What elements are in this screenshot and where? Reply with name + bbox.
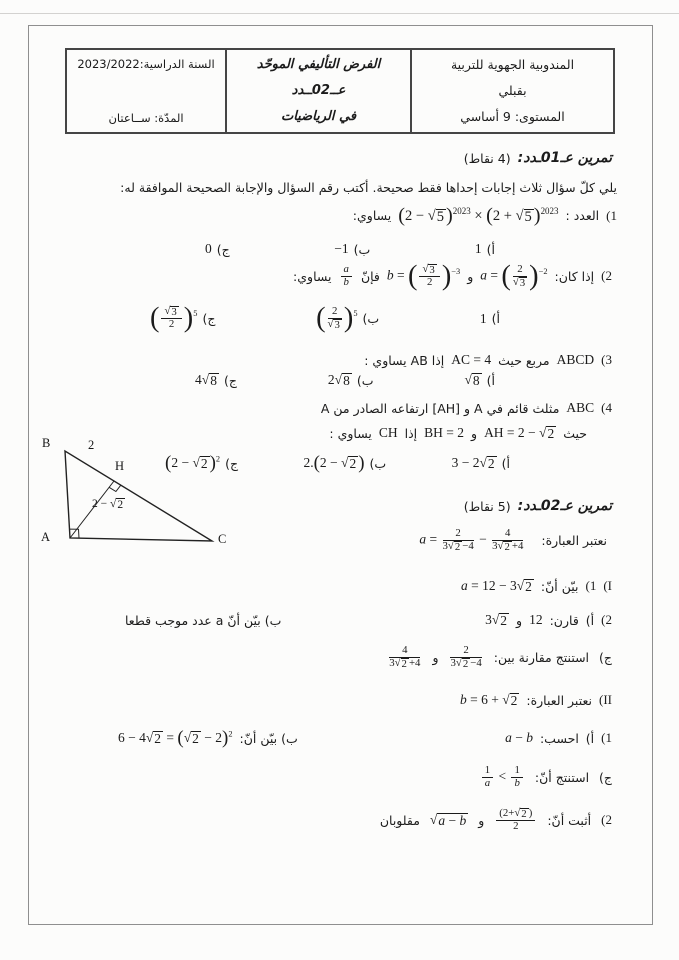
question-4-line1 <box>321 400 612 417</box>
question-2-suffix: يساوي: <box>293 268 332 284</box>
part1-q2b-text: ب) بيّن أنّ a عدد موجب قطعا <box>125 612 282 628</box>
answer-1a <box>475 241 495 257</box>
question-4-then: إذا <box>404 425 418 441</box>
question-3-suffix: إذا AB يساوي : <box>364 352 445 368</box>
answer-1b-value: −1 <box>334 241 349 256</box>
vertex-label-B: B <box>42 436 51 450</box>
question-4-triangle-name: ABC <box>566 400 595 415</box>
part1-q2c-key: ج) <box>599 649 612 665</box>
header-table <box>65 48 615 134</box>
part1-q2a-key: أ) <box>585 612 595 628</box>
question-1-answers <box>205 241 495 257</box>
question-4-unknown: CH <box>378 425 398 440</box>
part2-q1c-key: ج) <box>599 769 612 785</box>
exercise1-title <box>464 150 612 168</box>
question-4-line2 <box>329 425 587 442</box>
part1-q2-number: (2 <box>601 612 612 628</box>
right-angle-mark-H <box>109 485 121 491</box>
question-4-where: حيث <box>563 425 587 441</box>
part1-q2c-text: استنتج مقارنة بين: <box>493 649 590 665</box>
answer-3a-value: √ 8 <box>464 372 480 388</box>
duration: المدّة: ســاعتان <box>108 110 184 125</box>
answer-2a <box>480 311 500 327</box>
length-label-BH: 2 <box>88 438 95 452</box>
part1-q2a-and: و <box>516 612 523 628</box>
answer-3c <box>195 372 237 388</box>
question-3-number: (3 <box>601 352 612 368</box>
part1-question1 <box>461 578 612 595</box>
exercise1-points: (4 نقاط) <box>463 150 511 166</box>
question-4-given-ah: AH = 2 − √ 2 <box>484 425 555 441</box>
question-1-expression: (2 − √ 5 )$^{2023}$ × (2 + √ 5 )$^{2023}$ <box>398 204 559 227</box>
header-exam-cell <box>225 50 410 132</box>
answer-1c-value: 0 <box>205 241 212 256</box>
question-2-number: (2 <box>601 268 612 284</box>
triangle-figure <box>30 428 248 564</box>
question-2-expr-a: a = ( 2 √ 3 )$^{-2}$ <box>480 260 548 292</box>
part2-q1a-key: أ) <box>585 730 595 746</box>
exercise1-intro-text: يلي كلّ سؤال ثلاث إجابات إحداها فقط صحيحة. أكتب رقم السؤال والإجابة الصحيحة الموافقة له: <box>120 180 617 195</box>
part2-q1a-text: احسب: <box>539 730 579 746</box>
part1-q2b <box>125 613 281 629</box>
part2-expression-b: b = 6 + √ 2 <box>459 692 518 708</box>
part1-q2c-fraction1: 2 3 √ 2 −4 <box>450 644 482 670</box>
answer-1c <box>205 241 230 257</box>
exercise2-title <box>464 498 612 516</box>
part2-q2-and: و <box>478 812 485 828</box>
part2-question1ab <box>118 727 612 749</box>
vertex-label-A: A <box>41 530 51 544</box>
part2-q2-fraction: (2+ √ 2 ) 2 <box>494 808 537 833</box>
question-3-given: AC = 4 <box>451 352 492 367</box>
exam-number-line: عــ02ــدد <box>291 82 346 98</box>
header-org-cell <box>410 50 613 132</box>
question-2-expr-b: b = ( √ 3 2 )$^{-3}$ <box>386 260 461 292</box>
part2-intro <box>460 692 612 709</box>
part1-q1-text: بيّن أنّ: <box>540 578 579 594</box>
answer-4c-key: ج) <box>225 455 239 471</box>
answer-4b-value: 2.(2 − √ 2 ) <box>303 452 365 474</box>
part2-q1c-text: استنتج أنّ: <box>534 769 590 785</box>
part1-question2c <box>387 645 612 670</box>
answer-4a <box>452 455 510 471</box>
question-3-square-name: ABCD <box>556 352 595 367</box>
exam-title-line1: الفرض التأليفي الموحّد <box>256 57 381 72</box>
org-line3: المستوى: 9 أساسي <box>460 109 565 125</box>
exercise1-intro <box>120 180 617 196</box>
exam-subject-line: في الرياضيات <box>280 108 357 124</box>
triangle-svg <box>30 428 248 564</box>
part2-q1a-expression: a − b <box>505 730 533 745</box>
answer-2c <box>150 302 216 334</box>
question-4-given-bh: BH = 2 <box>424 425 465 440</box>
question-2-answers <box>150 302 500 334</box>
question-2 <box>293 260 612 292</box>
question-4-and: و <box>471 425 478 441</box>
question-2-text: إذا كان: <box>554 268 595 284</box>
answer-1a-key: أ) <box>486 241 495 257</box>
question-3-text: مربع حيث <box>498 352 550 368</box>
school-year: السنة الدراسية:2023/2022 <box>77 57 215 71</box>
question-1-text: العدد : <box>565 208 600 224</box>
answer-2c-key: ج) <box>202 311 216 327</box>
answer-1a-value: 1 <box>474 241 482 256</box>
question-2-expr-ab: $\frac{a}{b}$ <box>339 264 354 289</box>
question-1-number: (1 <box>606 207 617 223</box>
answer-4b-key: ب) <box>369 455 387 471</box>
answer-4a-key: أ) <box>501 455 510 471</box>
answer-1b <box>334 241 370 257</box>
page-edge-line <box>0 13 679 14</box>
answer-3a <box>464 372 495 388</box>
answer-1c-key: ج) <box>216 241 230 257</box>
answer-3a-key: أ) <box>486 372 495 388</box>
answer-2b-value: ( 2 √ 3 )$^5$ <box>316 302 358 334</box>
part2-q2-text: أثبت أنّ: <box>547 812 592 828</box>
part1-q2c-fraction2: 4 3 √ 2 +4 <box>389 644 421 670</box>
answer-2c-value: ( √ 3 2 )$^5$ <box>150 302 198 334</box>
part1-q1-number: (1 <box>585 578 597 594</box>
part2-q1b <box>118 727 298 749</box>
part1-q2a-value1: 12 <box>529 612 543 627</box>
answer-2b-key: ب) <box>362 311 380 327</box>
part2-q1a <box>505 730 612 747</box>
part2-q2-suffix: مقلوبان <box>379 812 420 828</box>
question-4-text: مثلث قائم في A و [AH] ارتفاعه الصادر من A <box>320 400 560 416</box>
vertex-label-C: C <box>218 532 227 546</box>
exercise2-title-text: تمرين عـ02ـدد: <box>517 498 612 514</box>
header-info-cell <box>67 50 225 132</box>
answer-4a-value: 3 − 2 √ 2 <box>451 455 495 471</box>
part2-question1c <box>480 765 612 790</box>
part2-q1b-expression: 6 − 4 √ 2 = ( √ 2 − 2)$^2$ <box>118 727 233 749</box>
expression-a: a = 2 3 √ 2 −4 − 4 3 √ 2 +4 <box>419 527 524 553</box>
part2-question2 <box>380 808 612 833</box>
answer-2b <box>316 302 380 334</box>
answer-3b <box>328 372 374 388</box>
exercise2-expression-line <box>419 528 607 553</box>
part2-q1c-inequality: $\frac{1}{a}$ < $\frac{1}{b}$ <box>480 765 525 790</box>
part1-q2a <box>485 612 612 629</box>
exercise1-title-text: تمرين عـ01ـدد: <box>517 150 612 166</box>
part2-intro-text: نعتبر العبارة: <box>526 692 592 708</box>
part1-roman: (I <box>603 578 612 594</box>
answer-3c-key: ج) <box>223 372 237 388</box>
question-3-answers <box>195 372 495 388</box>
answer-2a-key: أ) <box>491 311 500 327</box>
part1-q2a-value2: 3 √ 2 <box>485 612 508 628</box>
question-2-then: فإنّ <box>360 268 380 284</box>
expression-label: نعتبر العبارة: <box>541 532 607 548</box>
part2-roman: (II <box>599 692 612 708</box>
question-3 <box>364 352 612 369</box>
answer-2a-value: 1 <box>479 310 487 326</box>
question-4-suffix: يساوي : <box>329 425 372 441</box>
exercise2-points: (5 نقاط) <box>463 498 511 514</box>
org-line1: المندوبية الجهوية للتربية <box>450 57 575 72</box>
part1-q1-expression: a = 12 − 3 √ 2 <box>460 578 532 594</box>
part2-q2-radical: √ a − b <box>429 812 467 829</box>
part2-q1-number: (1 <box>601 730 612 746</box>
part1-question2ab <box>125 612 612 629</box>
answer-4c-value: (2 − √ 2 )$^2$ <box>165 452 221 474</box>
length-label-AH: 2 − √ 2 <box>92 498 124 511</box>
org-line2: بقبلي <box>498 83 527 99</box>
part2-q1b-text: ب) بيّن أنّ: <box>239 730 298 746</box>
answer-3c-value: 4 √ 8 <box>195 372 217 388</box>
answer-1b-key: ب) <box>353 241 371 257</box>
point-label-H: H <box>115 459 125 473</box>
answer-3b-key: ب) <box>356 372 374 388</box>
question-1 <box>352 204 617 227</box>
answer-3b-value: 2 √ 8 <box>327 372 350 388</box>
part2-q2-number: (2 <box>601 812 612 828</box>
triangle-outline <box>65 451 212 541</box>
question-1-suffix: يساوي: <box>352 208 392 224</box>
part1-q2a-text: قارن: <box>549 612 579 628</box>
part1-q2c-and: و <box>432 649 439 665</box>
question-2-and: و <box>467 268 474 284</box>
answer-4b <box>303 452 387 474</box>
question-4-number: (4 <box>601 400 612 416</box>
